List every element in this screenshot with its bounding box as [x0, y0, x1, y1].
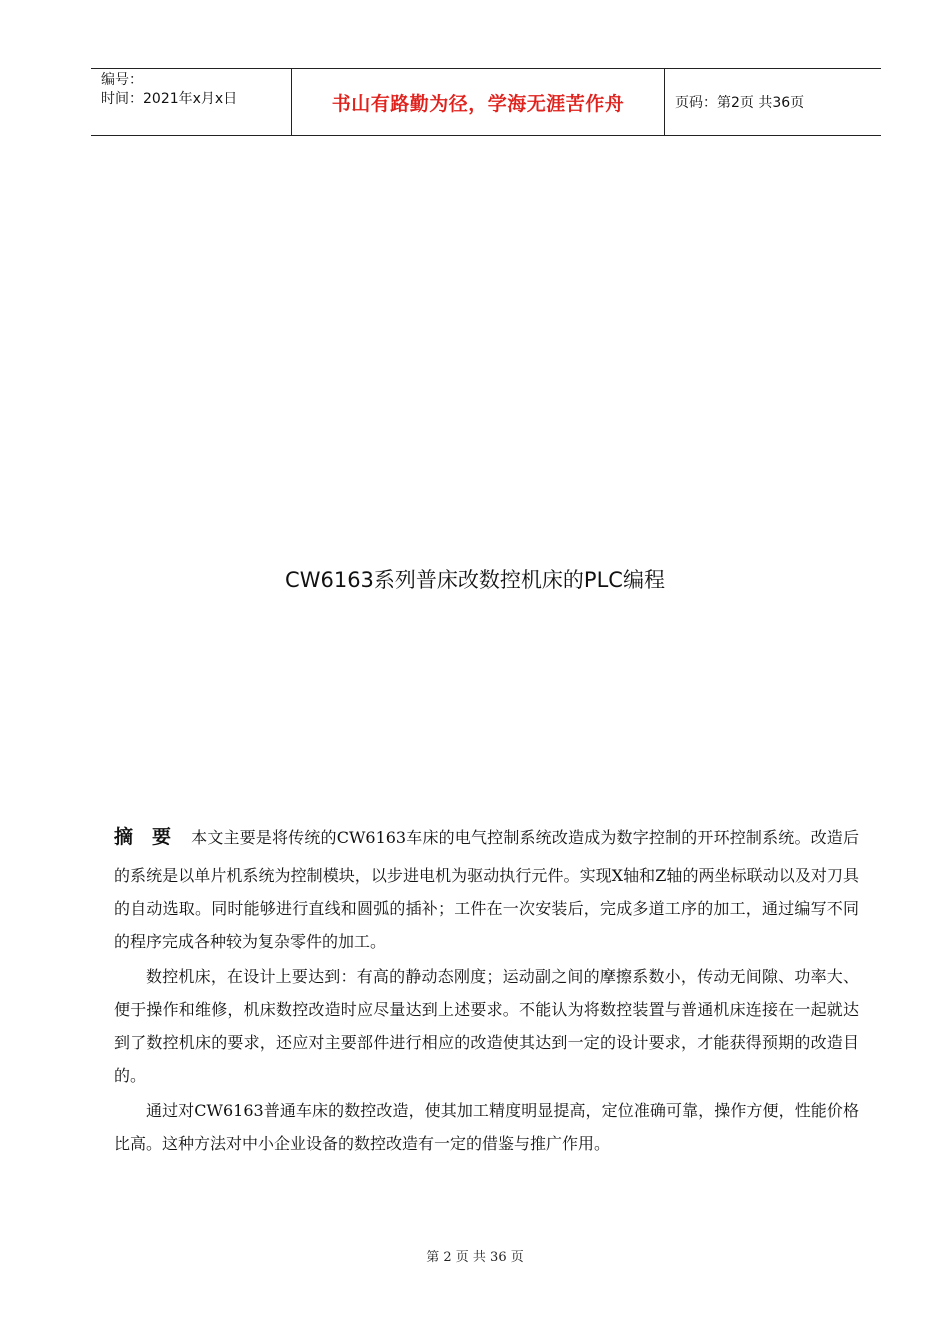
abstract-paragraph-3: 通过对CW6163普通车床的数控改造，使其加工精度明显提高，定位准确可靠，操作方便，性能价格比高。这种方法对中小企业设备的数控改造有一定的借鉴与推广作用。 [114, 1101, 859, 1153]
abstract-label: 摘 要 [114, 826, 178, 848]
page-footer: 第 2 页 共 36 页 [426, 1250, 524, 1265]
doc-number-label: 编号： [101, 72, 143, 88]
header-meta [91, 69, 292, 135]
document-title: CW6163系列普床改数控机床的PLC编程 [285, 568, 665, 592]
abstract-paragraph-2: 数控机床，在设计上要达到：有高的静动态刚度；运动副之间的摩擦系数小，传动无间隙、功率大、便于操作和维修，机床数控改造时应尽量达到上述要求。不能认为将数控装置与普通机床连接在一起就达到了数控机床的要求，还应对主要部件进行相应的改造使其达到一定的设计要求，才能获得预期的改造目的。 [114, 967, 859, 1085]
abstract-section [114, 815, 859, 1160]
abstract-text-1: 本文主要是将传统的CW6163车床的电气控制系统改造成为数字控制的开环控制系统。改造后的系统是以单片机系统为控制模块，以步进电机为驱动执行元件。实现X轴和Z轴的两坐标联动以及对刀具的自动选取。同时能够进行直线和圆弧的插补；工件在一次安装后，完成多道工序的加工，通过编写不同的程序完成各种较为复杂零件的加工。 [114, 828, 859, 951]
doc-time-label: 时间：2021年x月x日 [101, 91, 238, 107]
header-table [91, 68, 881, 136]
abstract-paragraph-1 [114, 815, 859, 958]
header-page-label: 页码：第2页 共36页 [675, 95, 805, 111]
header-motto: 书山有路勤为径，学海无涯苦作舟 [292, 69, 665, 135]
